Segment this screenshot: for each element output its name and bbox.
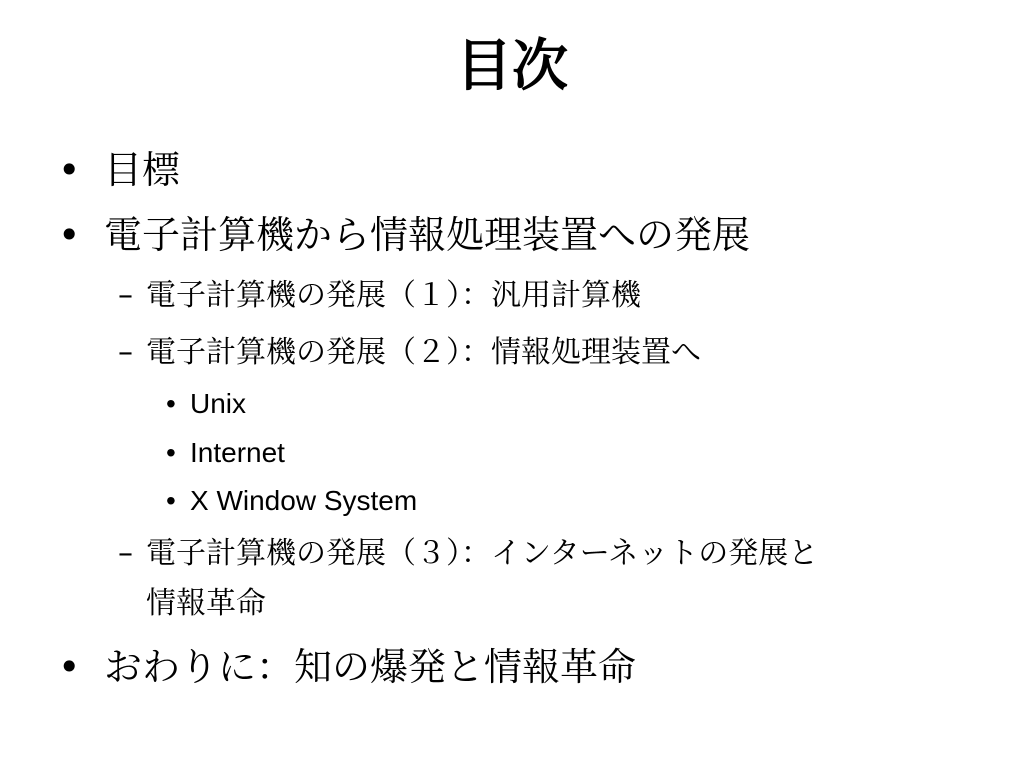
list-item-text: X Window System (190, 485, 418, 516)
slide-title: 目次 (456, 34, 568, 99)
bullet-icon: • (166, 388, 176, 419)
list-item-text: 電子計算機の発展（１）：汎用計算機 (146, 278, 641, 313)
bullet-icon: • (166, 437, 176, 468)
bullet-icon: • (58, 645, 81, 689)
bullet-icon: • (166, 485, 176, 516)
list-item-text: 目標 (104, 148, 181, 192)
list-item-text: Internet (190, 437, 285, 468)
list-item-text: おわりに：知の爆発と情報革命 (104, 645, 637, 689)
dash-icon: – (118, 335, 133, 370)
dash-icon: – (118, 536, 133, 571)
list-item-text: Unix (190, 388, 247, 419)
list-item-text: 電子計算機から情報処理装置への発展 (104, 213, 751, 257)
list-item-text: 電子計算機の発展（２）：情報処理装置へ (146, 335, 701, 370)
bullet-icon: • (58, 213, 81, 257)
bullet-icon: • (58, 148, 81, 192)
dash-icon: – (118, 278, 133, 313)
list-item-text: 情報革命 (146, 586, 266, 621)
list-item-text: 電子計算機の発展（３）：インターネットの発展と (146, 536, 819, 571)
